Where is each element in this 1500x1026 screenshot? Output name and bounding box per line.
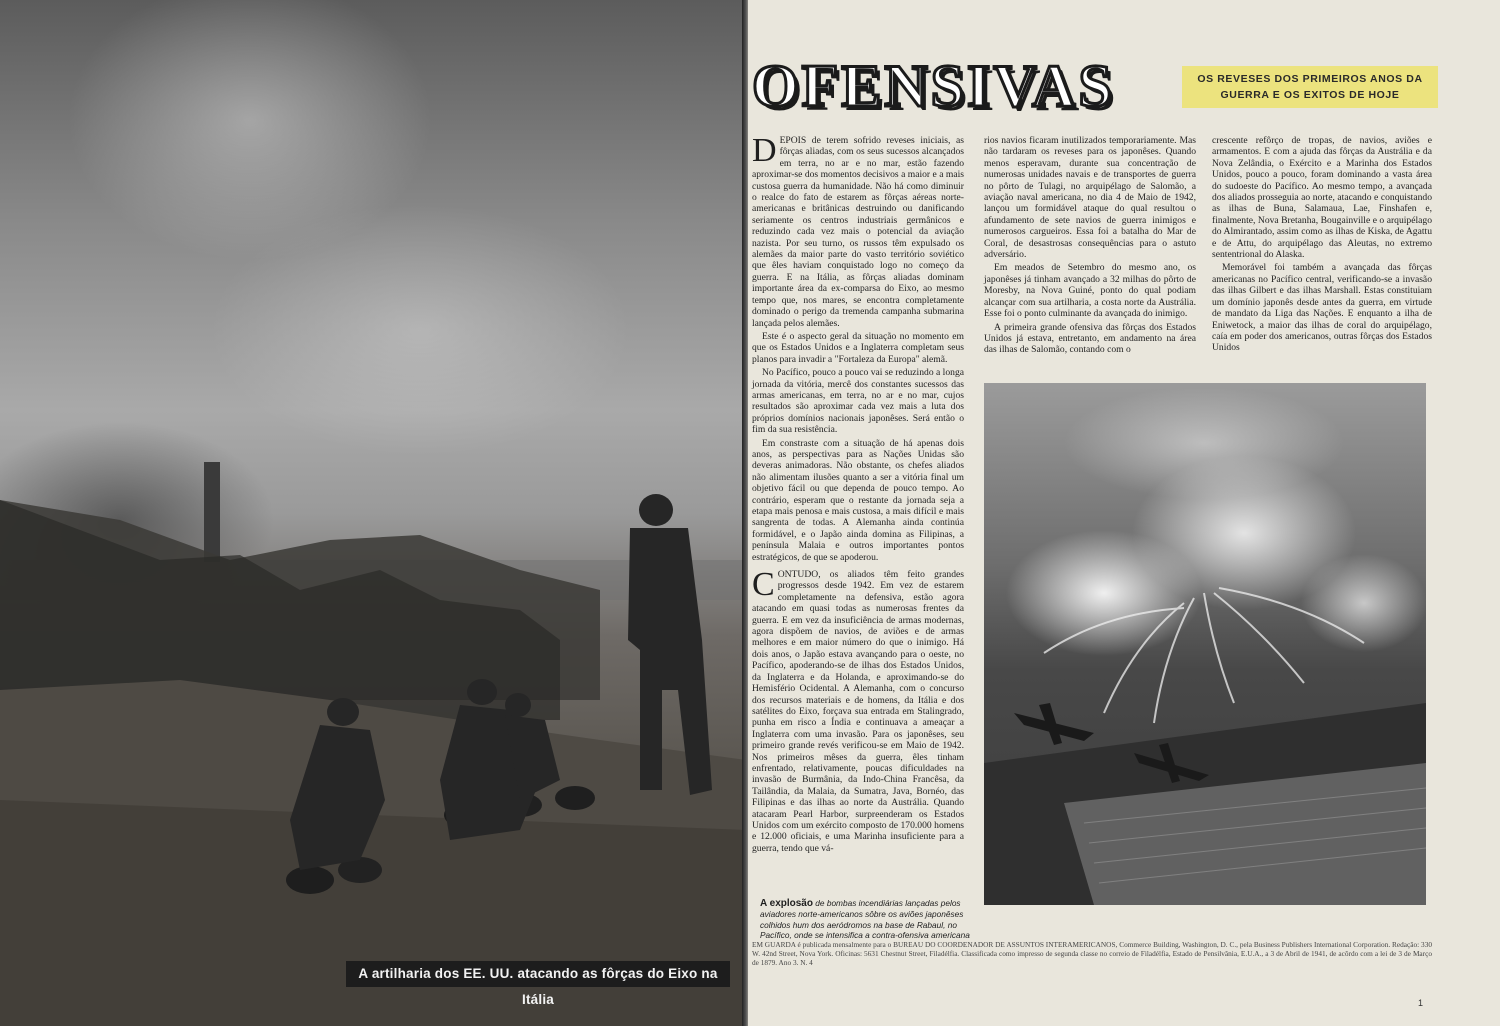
- article-column-1: [752, 132, 964, 856]
- subhead-box: [1182, 66, 1438, 108]
- col1-paragraph-5: CONTUDO, os aliados têm feito grandes progressos desde 1942. Em vez de estarem completamente na defensiva, estão agora atacando em quasi todas as numerosas frentes da guerra. E em vez da insuficiência de armas modernas, agora dispõem de navios, de aviões e de armas melhores e em maior número do que o inimigo. Há dois anos, o Japão estava avançando para o oeste, no Pacífico, apoderando-se de ilhas dos Estados Unidos, da Inglaterra e da Holanda, e aproximando-se do Hemisfério Ocidental. A Alemanha, com o concurso dos recursos materiais e de homens, da Itália e dos satélites do Eixo, forçava sua entrada em Stalingrado, punha em risco a Índia e continuava a ameaçar a Inglaterra com uma invasão. Para os japonêses, seu primeiro grande revés verificou-se em Maio de 1942. Nos primeiros mêses da guerra, êles tinham enfrentado, relativamente, poucas dificuldades na invasão de Burmânia, da Indo-China Francêsa, da Tailândia, da Malaia, da Sumatra, Java, Bornéo, das Filipinas e das ilhas ao norte da Austrália. Quando atacaram Pearl Harbor, surpreenderam os Estados Unidos com um exército composto de 170.000 homens e 12.000 oficiais, e uma Marinha insuficiente para a guerra, tendo que vá-: [752, 566, 964, 854]
- page-number: 1: [1418, 998, 1424, 1008]
- col2-paragraph-3: A primeira grande ofensiva das fôrças dos Estados Unidos já estava, entretanto, em andamento na área das ilhas de Salomão, contando com o: [984, 321, 1196, 356]
- bombing-photo-caption: [760, 898, 978, 941]
- article-headline: OFENSIVAS: [752, 53, 1115, 119]
- article-column-3: [1212, 135, 1432, 356]
- caption-text: de bombas incendiárias lançadas pelos aviadores norte-americanos sôbre os aviões japonêses colhidos hum dos aeródromos na base de Rabaul, no Pacífico, onde se intensifica a contra-ofensiva americana: [760, 898, 970, 941]
- col2-paragraph-1: rios navios ficaram inutilizados temporariamente. Mas não tardaram os reveses para os japonêses. Quando menos esperavam, durante sua concentração de numerosas unidades navais e de transportes de guerra no pôrto de Tulagi, no arquipélago de Salomão, a aviação naval americana, no dia 4 de Maio de 1942, lançou um formidável ataque do qual resultou o afundamento de sete navios de guerra inimigos e numerosos cargueiros. Essa foi a batalha do Mar de Coral, de desastrosas consequências para o astuto adversário.: [984, 135, 1196, 261]
- dropcap-c: C: [752, 566, 775, 604]
- dropcap-d: D: [752, 132, 777, 169]
- airfield-scene: [984, 383, 1426, 905]
- col2-paragraph-2: Em meados de Setembro do mesmo ano, os japonêses já tinham avançado a 32 milhas do pôrto de Moresby, na Nova Guiné, ponto do qual podiam alcançar com sua artilharia, a costa norte da Austrália. Esse foi o ponto culminante da avançada do inimigo.: [984, 262, 1196, 320]
- col3-paragraph-2: Memorável foi também a avançada das fôrças americanas no Pacífico central, verificando-se a invasão das ilhas Gilbert e das ilhas Marshall. Estas constituiam um domínio japonês desde antes da guerra, em virtude de mandato da Liga das Nações. E enquanto a ilha de Eniwetock, a maior das ilhas de coral do arquipélago, caía em poder dos americanos, outras fôrças dos Estados Unidos: [1212, 262, 1432, 354]
- article-column-2: [984, 135, 1196, 358]
- bombing-photo: [984, 383, 1426, 905]
- publication-footer: EM GUARDA é publicada mensalmente para o BUREAU DO COORDENADOR DE ASSUNTOS INTERAMERICANOS, Commerce Building, Washington, D. C., pela Business Publishers International Corporation. Redação: 330 W. 42nd Street, Nova York. Oficinas: 5631 Chestnut Street, Filadélfia. Classificada como impresso de segunda classe no correio de Filadélfia, Estado de Pensilvânia, E.U.A., a 3 de Abril de 1941, de acôrdo com a lei de 3 de Março de 1879. Ano 3. N. 4: [752, 940, 1432, 967]
- artillery-photo: [0, 0, 746, 1026]
- subhead-line-1: OS REVESES DOS PRIMEIROS ANOS DA: [1197, 73, 1423, 85]
- left-page-photo: [0, 0, 746, 1026]
- col1-paragraph-1: DEPOIS de terem sofrido reveses iniciais, as fôrças aliadas, com os seus sucessos alcançados em terra, no ar e no mar, estão fazendo aproximar-se dos momentos decisivos a maior e a mais custosa guerra da humanidade. Não há como diminuir o realce do fato de estarem as fôrças aéreas norte-americanas e britânicas destruindo ou danificando seriamente os centros industriais germânicos e reduzindo cada vez mais o potencial da aviação nazista. Por seu turno, os russos têm expulsado os alemães da maior parte do vasto território soviético que êles haviam conquistado logo no começo da guerra. E na Itália, as fôrças aliadas dominam importante área da ex-comparsa do Eixo, ao mesmo tempo que, nos mares, se encontra completamente dominado o perigo da tremenda campanha submarina lançada pelos alemães.: [752, 132, 964, 329]
- left-photo-caption: A artilharia dos EE. UU. atacando as fôrças do Eixo na Itália: [346, 961, 730, 987]
- caption-lead: A explosão: [760, 898, 813, 909]
- col1-paragraph-4: Em constraste com a situação de há apenas dois anos, as perspectivas para as Nações Unidas são deveras animadoras. Não obstante, os chefes aliados não alimentam ilusões quanto a ser a vitória final um objetivo fácil ou que dependa de pouco tempo. Ao contrário, esperam que o restante da jornada seja a etapa mais penosa e mais custosa, a mais difícil e mais sangrenta de todas. A Alemanha ainda continúa formidável, e o Japão ainda domina as Filipinas, a península Malaia e outros importantes pontos estratégicos, de que se apoderou.: [752, 437, 964, 563]
- subhead-line-2: GUERRA E OS EXITOS DE HOJE: [1220, 89, 1400, 101]
- col1-paragraph-2: Este é o aspecto geral da situação no momento em que os Estados Unidos e a Inglaterra completam seus planos para invadir a "Fortaleza da Europa" alemã.: [752, 330, 964, 365]
- col3-paragraph-1: crescente refôrço de tropas, de navios, aviões e armamentos. E com a ajuda das fôrças da Austrália e da Nova Zelândia, o Exército e a Marinha dos Estados Unidos, pouco a pouco, foram dominando a vasta área do sudoeste do Pacífico. Ao mesmo tempo, a avançada dos aliados prosseguia ao norte, atacando e conquistando as ilhas de Buna, Salamaua, Lae, Finshafen e, finalmente, Nova Bretanha, Bougainville e o arquipélago do Almirantado, assim como as ilhas de Kiska, de Agattu e de Attu, do arquipélago das Aleutas, no extremo sententrional do Alaska.: [1212, 135, 1432, 261]
- col1-paragraph-3: No Pacífico, pouco a pouco vai se reduzindo a longa jornada da vitória, mercê dos constantes sucessos das armas americanas, em terra, no ar e no mar, cujos resultados são aproximar cada vez mais a luta dos próprios domínios nacionais japonêses. Será então o fim da sua resistência.: [752, 367, 964, 436]
